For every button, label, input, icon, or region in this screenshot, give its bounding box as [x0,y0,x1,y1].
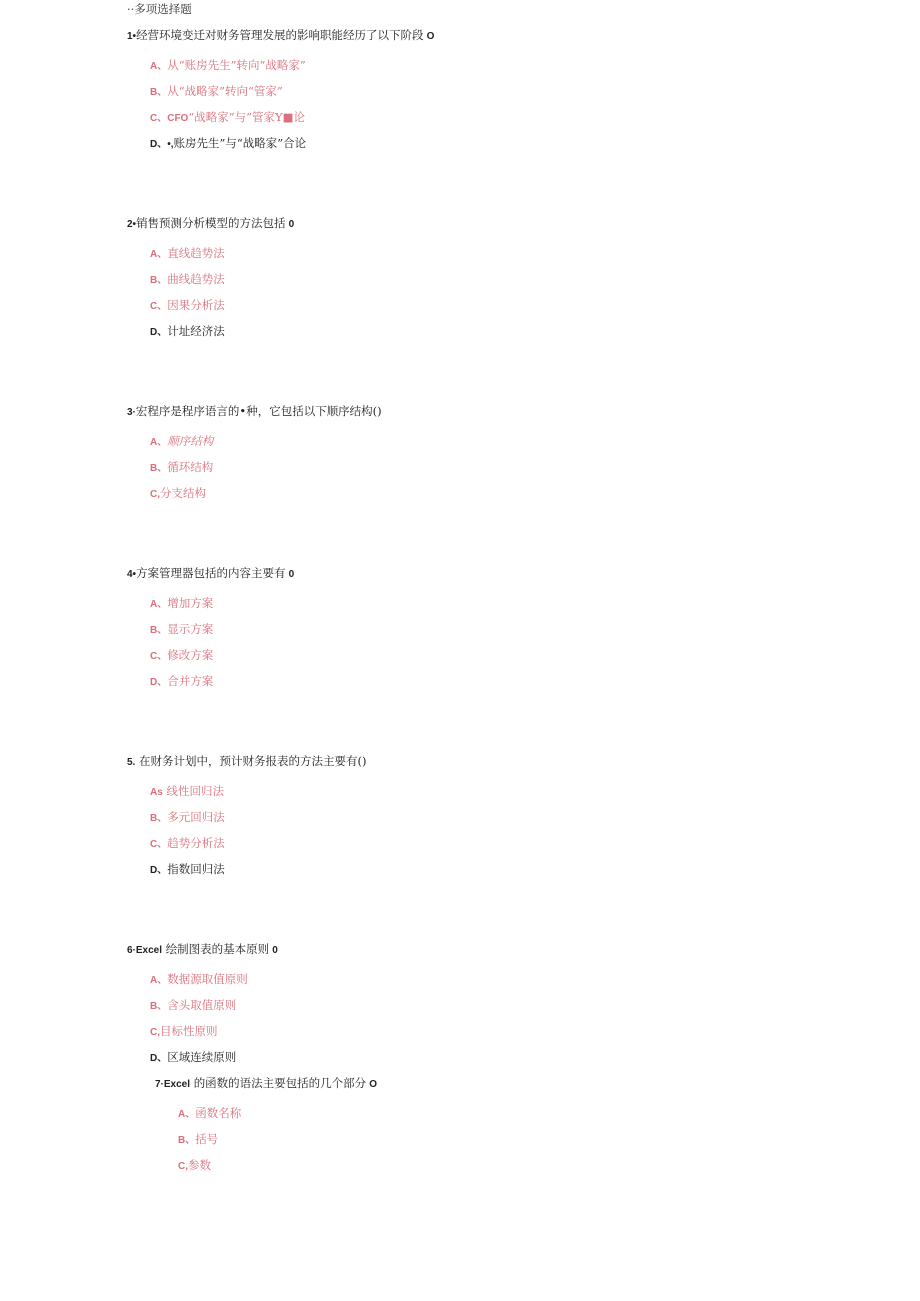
question-blank: O [369,1079,377,1090]
option-6a[interactable] [150,972,248,988]
option-4c[interactable] [150,648,213,664]
option-label: C、 [150,301,168,312]
question-3 [127,404,382,420]
option-1a[interactable] [150,58,306,74]
option-label: D、•, [150,139,174,150]
option-text: 线性回归法 [166,784,224,798]
option-text: 直线趋势法 [167,246,225,260]
option-text: 从“战略家”转向“管家” [167,84,283,98]
option-5c[interactable] [150,836,225,852]
option-text: “战略家”与“管家Y■论 [188,110,305,124]
option-label: A、 [150,975,168,986]
option-text: 参数 [188,1158,211,1172]
option-6d[interactable] [150,1050,236,1066]
option-text: 趋势分析法 [167,836,225,850]
option-1c[interactable] [150,110,305,126]
option-label: C、CFO [150,113,189,124]
option-label: B、 [150,625,168,636]
option-label: B、 [150,1001,168,1012]
question-blank: O [426,31,435,42]
question-blank: 0 [288,219,295,230]
option-label: As [150,787,163,798]
option-text: 目标性原则 [160,1024,218,1038]
option-label: D、 [150,1053,168,1064]
option-label: C、 [150,839,168,850]
option-5a[interactable] [150,784,224,800]
question-7 [155,1076,377,1092]
question-number: 6·Excel [127,945,163,956]
question-4 [127,566,294,582]
option-label: C、 [150,651,168,662]
question-6 [127,942,278,958]
option-6c[interactable] [150,1024,218,1040]
option-text: 指数回归法 [167,862,225,876]
question-number: 4• [127,569,137,580]
section-header: ··多项选择题 [127,2,192,16]
option-text: 从“账房先生”转向“战略家” [167,58,306,72]
option-label: D、 [150,677,168,688]
option-5b[interactable] [150,810,225,826]
option-5d[interactable] [150,862,225,878]
option-label: D、 [150,865,168,876]
option-2c[interactable] [150,298,225,314]
option-1b[interactable] [150,84,283,100]
option-label: B、 [150,87,168,98]
question-number: 5. [127,757,136,768]
question-1 [127,28,434,44]
option-text: 曲线趋势法 [167,272,225,286]
option-4a[interactable] [150,596,213,612]
option-label: C, [150,1027,160,1038]
option-6b[interactable] [150,998,236,1014]
option-text: 因果分析法 [167,298,225,312]
option-text: 计址经济法 [167,324,225,338]
question-blank: 0 [288,569,295,580]
option-label: B、 [150,813,168,824]
question-text: 销售预测分析模型的方法包括 [136,216,286,230]
question-number: 3· [127,407,136,418]
question-text: 绘制图表的基本原则 [165,942,270,956]
option-text: 修改方案 [167,648,214,662]
question-5 [127,754,366,770]
option-label: B、 [178,1135,196,1146]
question-blank: 0 [272,945,278,956]
option-text: 多元回归法 [167,810,225,824]
option-label: B、 [150,275,168,286]
option-label: B、 [150,463,168,474]
option-label: A、 [150,249,168,260]
option-label: D、 [150,327,168,338]
option-3a[interactable] [150,434,213,450]
option-text: 分支结构 [160,486,206,500]
option-text: 区域连续原则 [167,1050,237,1064]
option-3b[interactable] [150,460,213,476]
option-text: 合并方案 [167,674,214,688]
question-number: 7·Excel [155,1079,191,1090]
option-4d[interactable] [150,674,213,690]
option-label: C, [178,1161,188,1172]
question-number: 1• [127,31,137,42]
option-text: 含头取值原则 [167,998,237,1012]
option-text: 增加方案 [167,596,214,610]
option-label: A、 [150,61,168,72]
option-text: 函数名称 [195,1106,242,1120]
option-1d[interactable] [150,136,306,152]
option-text: 账房先生”与“战略家”合论 [173,136,307,150]
question-text: 宏程序是程序语言的•种，它包括以下顺序结构() [135,404,382,418]
option-3c[interactable] [150,486,206,502]
option-label: A、 [150,437,168,448]
option-label: C, [150,489,160,500]
option-2a[interactable] [150,246,225,262]
option-2d[interactable] [150,324,225,340]
option-label: A、 [150,599,168,610]
question-2 [127,216,294,232]
question-text: 经营环境变迁对财务管理发展的影响职能经历了以下阶段 [136,28,424,42]
option-text: 显示方案 [167,622,214,636]
option-text: 括号 [195,1132,219,1146]
option-text: 循环结构 [167,460,214,474]
option-label: A、 [178,1109,196,1120]
option-7a[interactable] [178,1106,241,1122]
option-text: 数据源取值原则 [167,972,248,986]
option-2b[interactable] [150,272,225,288]
option-7c[interactable] [178,1158,211,1174]
option-7b[interactable] [178,1132,218,1148]
question-text: 方案管理器包括的内容主要有 [136,566,286,580]
option-4b[interactable] [150,622,213,638]
question-text: 在财务计划中，预计财务报表的方法主要有() [139,754,367,768]
option-text: 顺序结构 [167,434,214,448]
question-number: 2• [127,219,137,230]
question-text: 的函数的语法主要包括的几个部分 [193,1076,367,1090]
